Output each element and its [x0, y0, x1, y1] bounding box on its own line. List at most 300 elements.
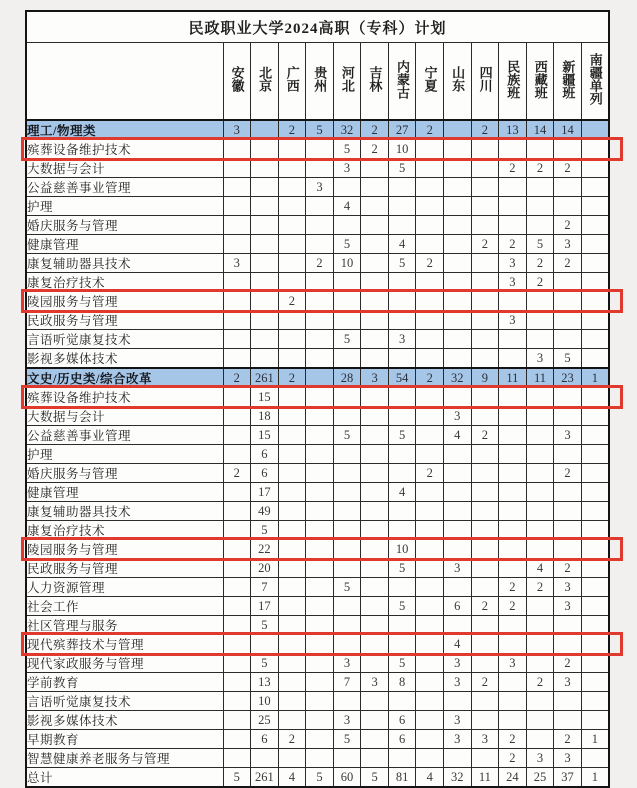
plan-count-cell [471, 616, 499, 635]
plan-count-cell [581, 597, 609, 616]
program-name-cell: 大数据与会计 [26, 407, 223, 426]
plan-count-cell [444, 197, 472, 216]
plan-count-cell [388, 521, 416, 540]
plan-count-cell [361, 426, 389, 445]
plan-count-cell [554, 635, 582, 654]
plan-count-cell [306, 483, 334, 502]
plan-count-cell [223, 407, 251, 426]
plan-count-cell: 2 [416, 254, 444, 273]
plan-count-cell [278, 464, 306, 483]
plan-count-cell [361, 464, 389, 483]
plan-count-cell: 2 [554, 159, 582, 178]
plan-count-cell [416, 311, 444, 330]
plan-count-cell: 5 [333, 426, 361, 445]
program-row [26, 273, 609, 292]
column-header [251, 43, 279, 121]
plan-count-cell [306, 464, 334, 483]
plan-count-cell [278, 616, 306, 635]
plan-count-cell [526, 178, 554, 197]
plan-count-cell [223, 235, 251, 254]
plan-count-cell: 3 [361, 673, 389, 692]
plan-count-cell [223, 559, 251, 578]
plan-count-cell [554, 692, 582, 711]
plan-count-cell [581, 502, 609, 521]
plan-count-cell: 2 [554, 730, 582, 749]
program-name-cell: 言语听觉康复技术 [26, 692, 223, 711]
plan-count-cell: 2 [499, 578, 527, 597]
plan-count-cell [471, 178, 499, 197]
program-row [26, 235, 609, 254]
plan-count-cell [278, 330, 306, 349]
plan-count-cell: 2 [278, 368, 306, 388]
plan-count-cell [581, 483, 609, 502]
plan-count-cell [361, 654, 389, 673]
plan-count-cell [416, 349, 444, 369]
plan-count-cell [581, 235, 609, 254]
plan-count-cell [499, 502, 527, 521]
section-label-cell: 文史/历史类/综合改革 [26, 368, 223, 388]
plan-count-cell [444, 216, 472, 235]
program-row [26, 597, 609, 616]
program-row [26, 330, 609, 349]
program-name-cell: 陵园服务与管理 [26, 540, 223, 559]
column-header [444, 43, 472, 121]
plan-count-cell [581, 711, 609, 730]
column-header-label: 河北 [339, 66, 355, 92]
plan-count-cell [554, 178, 582, 197]
column-header-label: 四川 [477, 66, 493, 92]
plan-count-cell [581, 120, 609, 140]
column-header [223, 43, 251, 121]
plan-count-cell [278, 597, 306, 616]
plan-count-cell [251, 120, 279, 140]
plan-count-cell [361, 388, 389, 407]
plan-count-cell [416, 673, 444, 692]
program-name-cell: 现代殡葬技术与管理 [26, 635, 223, 654]
column-header-label: 宁夏 [422, 66, 438, 92]
plan-count-cell [444, 254, 472, 273]
plan-count-cell [306, 311, 334, 330]
plan-count-cell [581, 140, 609, 159]
plan-count-cell: 3 [526, 749, 554, 768]
plan-count-cell: 24 [499, 768, 527, 788]
plan-count-cell: 3 [554, 578, 582, 597]
program-row [26, 349, 609, 369]
plan-count-cell [471, 711, 499, 730]
plan-count-cell [388, 273, 416, 292]
plan-count-cell [554, 407, 582, 426]
plan-count-cell [581, 349, 609, 369]
plan-count-cell: 28 [333, 368, 361, 388]
plan-count-cell [416, 540, 444, 559]
plan-count-cell: 5 [554, 349, 582, 369]
plan-count-cell: 23 [554, 368, 582, 388]
program-name-cell: 早期教育 [26, 730, 223, 749]
plan-count-cell [388, 635, 416, 654]
plan-count-cell [416, 502, 444, 521]
plan-count-cell [333, 464, 361, 483]
plan-count-cell [526, 445, 554, 464]
plan-count-cell: 2 [554, 464, 582, 483]
column-header [581, 43, 609, 121]
plan-count-cell: 2 [526, 159, 554, 178]
plan-count-cell [278, 159, 306, 178]
plan-count-cell [223, 178, 251, 197]
plan-count-cell [471, 292, 499, 311]
plan-count-cell [526, 616, 554, 635]
plan-count-cell: 1 [581, 768, 609, 788]
plan-count-cell [444, 616, 472, 635]
plan-count-cell: 2 [471, 426, 499, 445]
plan-count-cell [361, 197, 389, 216]
plan-count-cell [526, 388, 554, 407]
program-row [26, 483, 609, 502]
plan-count-cell: 3 [444, 559, 472, 578]
plan-count-cell [416, 445, 444, 464]
plan-count-cell: 2 [554, 559, 582, 578]
plan-count-cell [471, 502, 499, 521]
plan-count-cell: 20 [251, 559, 279, 578]
plan-count-cell [471, 311, 499, 330]
plan-count-cell [416, 692, 444, 711]
plan-count-cell [251, 197, 279, 216]
plan-count-cell: 3 [499, 311, 527, 330]
plan-count-cell: 5 [333, 730, 361, 749]
plan-count-cell: 3 [444, 711, 472, 730]
program-name-cell: 健康管理 [26, 483, 223, 502]
plan-count-cell: 2 [499, 159, 527, 178]
plan-count-cell: 4 [444, 426, 472, 445]
program-name-cell: 社会工作 [26, 597, 223, 616]
program-row [26, 521, 609, 540]
column-header-label: 西藏班 [532, 59, 548, 99]
plan-count-cell [278, 673, 306, 692]
program-name-cell: 健康管理 [26, 235, 223, 254]
plan-count-cell: 4 [526, 559, 554, 578]
plan-count-cell [278, 540, 306, 559]
plan-count-cell [581, 254, 609, 273]
plan-count-cell [333, 540, 361, 559]
plan-count-cell: 6 [251, 730, 279, 749]
plan-count-cell [416, 597, 444, 616]
plan-count-cell: 32 [444, 368, 472, 388]
plan-count-cell [333, 292, 361, 311]
plan-count-cell [444, 749, 472, 768]
plan-count-cell: 3 [554, 426, 582, 445]
plan-count-cell [388, 692, 416, 711]
plan-count-cell [223, 502, 251, 521]
plan-count-cell [306, 349, 334, 369]
program-name-cell: 康复辅助器具技术 [26, 502, 223, 521]
plan-count-cell [444, 120, 472, 140]
plan-count-cell: 2 [554, 254, 582, 273]
plan-count-cell [499, 426, 527, 445]
plan-count-cell [306, 559, 334, 578]
plan-count-cell: 3 [306, 178, 334, 197]
program-name-cell: 公益慈善事业管理 [26, 178, 223, 197]
plan-count-cell [416, 178, 444, 197]
plan-count-cell [499, 692, 527, 711]
plan-count-cell [278, 426, 306, 445]
plan-count-cell: 5 [306, 768, 334, 788]
plan-count-cell [416, 159, 444, 178]
plan-count-cell [306, 578, 334, 597]
plan-count-cell [361, 273, 389, 292]
plan-count-cell [499, 521, 527, 540]
program-name-cell: 婚庆服务与管理 [26, 216, 223, 235]
plan-count-cell [554, 292, 582, 311]
plan-count-cell [278, 311, 306, 330]
column-header [306, 43, 334, 121]
plan-count-cell: 3 [499, 273, 527, 292]
plan-count-cell: 2 [499, 749, 527, 768]
plan-count-cell: 2 [499, 730, 527, 749]
plan-count-cell [526, 502, 554, 521]
plan-count-cell [388, 502, 416, 521]
plan-count-cell [471, 197, 499, 216]
plan-count-cell [278, 445, 306, 464]
plan-count-cell [416, 483, 444, 502]
plan-count-cell [306, 388, 334, 407]
plan-count-cell: 4 [444, 635, 472, 654]
plan-count-cell [306, 616, 334, 635]
plan-count-cell [471, 159, 499, 178]
program-name-cell: 影视多媒体技术 [26, 711, 223, 730]
plan-count-cell [554, 330, 582, 349]
plan-count-cell [499, 330, 527, 349]
plan-count-cell [388, 464, 416, 483]
plan-count-cell: 5 [251, 654, 279, 673]
plan-count-cell [251, 292, 279, 311]
plan-count-cell: 5 [251, 521, 279, 540]
plan-count-cell: 3 [333, 654, 361, 673]
program-row [26, 159, 609, 178]
plan-count-cell [416, 578, 444, 597]
plan-count-cell [388, 216, 416, 235]
program-row [26, 197, 609, 216]
plan-count-cell [581, 749, 609, 768]
program-row [26, 559, 609, 578]
plan-count-cell [416, 730, 444, 749]
plan-count-cell [581, 159, 609, 178]
plan-count-cell [471, 388, 499, 407]
plan-count-cell [278, 407, 306, 426]
plan-count-cell: 2 [526, 673, 554, 692]
column-header-label: 吉林 [367, 66, 383, 92]
program-name-cell: 社区管理与服务 [26, 616, 223, 635]
column-header-label: 广西 [284, 66, 300, 92]
plan-count-cell [333, 635, 361, 654]
program-row [26, 654, 609, 673]
column-header-label: 内蒙古 [394, 59, 410, 99]
plan-count-cell [499, 140, 527, 159]
plan-count-cell: 4 [416, 768, 444, 788]
program-name-cell: 婚庆服务与管理 [26, 464, 223, 483]
program-name-cell: 康复辅助器具技术 [26, 254, 223, 273]
plan-count-cell [499, 711, 527, 730]
plan-count-cell [444, 388, 472, 407]
plan-count-cell [333, 483, 361, 502]
plan-count-cell: 18 [251, 407, 279, 426]
plan-count-cell [499, 616, 527, 635]
plan-count-cell: 3 [526, 349, 554, 369]
plan-count-cell [471, 540, 499, 559]
plan-count-cell: 27 [388, 120, 416, 140]
plan-count-cell [223, 140, 251, 159]
plan-count-cell [361, 692, 389, 711]
plan-count-cell [361, 235, 389, 254]
plan-count-cell [581, 578, 609, 597]
column-header [526, 43, 554, 121]
plan-count-cell [554, 711, 582, 730]
plan-count-cell [361, 521, 389, 540]
plan-count-cell [526, 292, 554, 311]
plan-count-cell: 2 [361, 120, 389, 140]
plan-count-cell [251, 635, 279, 654]
table-head [26, 11, 609, 120]
plan-count-cell [526, 140, 554, 159]
plan-count-cell [416, 292, 444, 311]
program-row [26, 388, 609, 407]
plan-count-cell: 49 [251, 502, 279, 521]
plan-count-cell [333, 616, 361, 635]
plan-count-cell [581, 407, 609, 426]
plan-count-cell [388, 311, 416, 330]
plan-count-cell: 4 [388, 235, 416, 254]
plan-count-cell [278, 254, 306, 273]
plan-count-cell [471, 216, 499, 235]
plan-count-cell [526, 464, 554, 483]
plan-count-cell [306, 426, 334, 445]
plan-count-cell [416, 197, 444, 216]
plan-count-cell [416, 616, 444, 635]
plan-count-cell [499, 673, 527, 692]
plan-count-cell: 2 [223, 368, 251, 388]
column-header-label: 南疆单列 [587, 53, 603, 105]
plan-count-cell [223, 483, 251, 502]
plan-count-cell [416, 273, 444, 292]
plan-count-cell [581, 540, 609, 559]
plan-count-cell [361, 483, 389, 502]
plan-count-cell [223, 654, 251, 673]
plan-count-cell [499, 216, 527, 235]
plan-count-cell [361, 540, 389, 559]
plan-count-cell [278, 578, 306, 597]
column-header [499, 43, 527, 121]
plan-count-cell: 2 [471, 597, 499, 616]
plan-count-cell [554, 311, 582, 330]
plan-count-cell [554, 273, 582, 292]
plan-count-cell [416, 749, 444, 768]
column-header-label: 民族班 [505, 59, 521, 99]
program-row [26, 692, 609, 711]
plan-count-cell [361, 711, 389, 730]
plan-count-cell [333, 273, 361, 292]
plan-count-cell: 3 [471, 730, 499, 749]
plan-count-cell: 2 [526, 578, 554, 597]
plan-count-cell: 13 [251, 673, 279, 692]
program-name-cell: 民政服务与管理 [26, 311, 223, 330]
total-row [26, 768, 609, 788]
plan-count-cell [223, 216, 251, 235]
plan-count-cell [444, 349, 472, 369]
plan-count-cell [499, 635, 527, 654]
plan-count-cell: 6 [251, 464, 279, 483]
plan-count-cell: 2 [471, 235, 499, 254]
plan-count-cell: 3 [361, 368, 389, 388]
program-row [26, 578, 609, 597]
plan-count-cell [526, 540, 554, 559]
plan-count-cell [361, 216, 389, 235]
plan-count-cell: 5 [361, 768, 389, 788]
plan-count-cell [581, 559, 609, 578]
plan-count-cell: 2 [361, 140, 389, 159]
plan-count-cell [444, 292, 472, 311]
plan-count-cell [251, 140, 279, 159]
plan-count-cell [499, 445, 527, 464]
program-name-cell: 护理 [26, 197, 223, 216]
plan-count-cell: 261 [251, 768, 279, 788]
plan-count-cell [306, 635, 334, 654]
program-name-cell: 总计 [26, 768, 223, 788]
plan-count-cell [333, 311, 361, 330]
plan-count-cell [444, 483, 472, 502]
plan-count-cell [554, 445, 582, 464]
plan-count-cell [416, 407, 444, 426]
plan-count-cell [278, 388, 306, 407]
column-header-label: 新疆班 [560, 59, 576, 99]
plan-count-cell [444, 692, 472, 711]
plan-count-cell [333, 407, 361, 426]
plan-count-cell [554, 483, 582, 502]
plan-count-cell [223, 349, 251, 369]
plan-count-cell [361, 502, 389, 521]
plan-count-cell [223, 388, 251, 407]
plan-count-cell [526, 407, 554, 426]
plan-count-cell [444, 330, 472, 349]
program-name-cell: 影视多媒体技术 [26, 349, 223, 369]
plan-count-cell [471, 483, 499, 502]
plan-count-cell [306, 673, 334, 692]
plan-count-cell: 10 [388, 540, 416, 559]
plan-count-cell [388, 749, 416, 768]
plan-count-cell [416, 140, 444, 159]
plan-count-cell [554, 616, 582, 635]
plan-count-cell [526, 711, 554, 730]
plan-count-cell [223, 597, 251, 616]
plan-count-cell [416, 235, 444, 254]
plan-count-cell [581, 521, 609, 540]
plan-count-cell: 5 [306, 120, 334, 140]
plan-count-cell [306, 235, 334, 254]
plan-count-cell: 4 [388, 483, 416, 502]
plan-count-cell [251, 273, 279, 292]
plan-count-cell [581, 445, 609, 464]
column-header [388, 43, 416, 121]
plan-count-cell: 5 [333, 578, 361, 597]
plan-count-cell: 15 [251, 388, 279, 407]
plan-count-cell: 4 [278, 768, 306, 788]
section-row [26, 120, 609, 140]
plan-count-cell [306, 692, 334, 711]
program-row [26, 216, 609, 235]
plan-count-cell [499, 483, 527, 502]
plan-count-cell: 11 [526, 368, 554, 388]
plan-count-cell [581, 330, 609, 349]
table-body [26, 120, 609, 787]
plan-count-cell: 11 [499, 368, 527, 388]
plan-count-cell [251, 254, 279, 273]
